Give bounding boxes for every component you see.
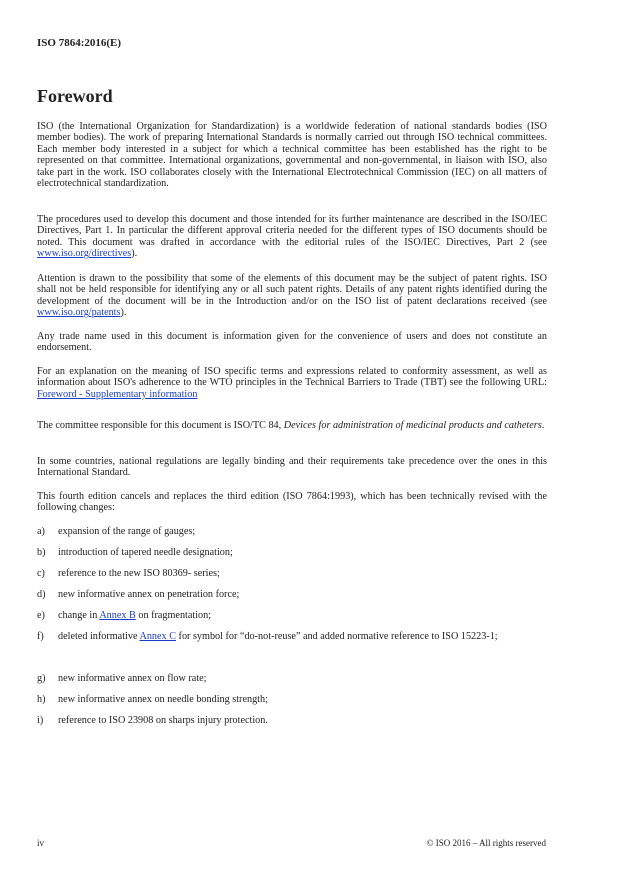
list-item-text: new informative annex on flow rate; xyxy=(58,673,207,684)
copyright-notice: © ISO 2016 – All rights reserved xyxy=(426,838,546,848)
paragraph-text: ). xyxy=(120,307,127,319)
page-number: iv xyxy=(37,838,45,848)
supplementary-info-link[interactable]: Foreword - Supplementary information xyxy=(37,388,198,400)
list-item xyxy=(37,589,547,600)
paragraph-committee xyxy=(37,420,547,431)
paragraph-text: The committee responsible for this document is ISO/TC 84, xyxy=(37,420,284,431)
list-item xyxy=(37,694,547,705)
list-item-text: new informative annex on needle bonding strength; xyxy=(58,694,268,705)
paragraph-procedures xyxy=(37,214,547,260)
paragraph-text: Attention is drawn to the possibility that some of the elements of this document may be the subject of patent rights. ISO shall not be held responsible for identifying any or all such patent rights. Details of any patent rights identified during the development of the document will be in the Introduction and/or on the ISO list of patent declarations received (see xyxy=(37,273,547,307)
page-title: Foreword xyxy=(37,86,113,106)
document-id-header: ISO 7864:2016(E) xyxy=(37,37,122,49)
list-item xyxy=(37,547,547,558)
list-item-text: change in xyxy=(58,610,100,621)
annex-link[interactable]: Annex B xyxy=(99,610,136,621)
list-item-label: g) xyxy=(37,673,46,684)
paragraph-text: This fourth edition cancels and replaces the third edition (ISO 7864:1993), which has been technically revised with the following changes: xyxy=(37,491,547,514)
paragraph-conformity xyxy=(37,366,547,400)
paragraph-text: Any trade name used in this document is information given for the convenience of users and does not constitute an endorsement. xyxy=(37,331,547,354)
paragraph-text: The procedures used to develop this document and those intended for its further maintenance are described in the ISO/IEC Directives, Part 1. In particular the different approval criteria needed for the different types of ISO documents should be noted. This document was drafted in accordance with the editorial rules of the ISO/IEC Directives, Part 2 (see xyxy=(37,214,547,248)
list-item-text xyxy=(58,610,547,621)
annex-link[interactable]: Annex C xyxy=(139,631,176,642)
paragraph-text: ). xyxy=(131,248,138,260)
list-item xyxy=(37,673,547,684)
list-item-label: f) xyxy=(37,631,44,642)
list-item-text: introduction of tapered needle designation; xyxy=(58,547,233,558)
list-item xyxy=(37,526,547,537)
paragraph-text: ISO (the International Organization for Standardization) is a worldwide federation of national standards bodies (ISO member bodies). The work of preparing International Standards is normally carried out through ISO technical committees. Each member body interested in a subject for which a technical committee has been established has the right to be represented on that committee. International organizations, governmental and non-governmental, in liaison with ISO, also take part in the work. ISO collaborates closely with the International Electrotechnical Commission (IEC) on all matters of electrotechnical standardization. xyxy=(37,121,547,190)
list-item-label: a) xyxy=(37,526,45,537)
list-item-text: on fragmentation; xyxy=(135,610,212,621)
list-item-text: deleted informative xyxy=(58,631,140,642)
list-item-label: d) xyxy=(37,589,46,600)
paragraph-regulations xyxy=(37,456,547,479)
paragraph-edition xyxy=(37,491,547,514)
list-item xyxy=(37,568,547,579)
directives-link[interactable]: www.iso.org/directives xyxy=(37,248,132,260)
paragraph-text: For an explanation on the meaning of ISO specific terms and expressions related to conformity assessment, as well as information about ISO's adherence to the WTO principles in the Technical Barriers to Trade (TBT) see the following URL: xyxy=(37,366,547,389)
list-item-label: h) xyxy=(37,694,46,705)
list-item-text: reference to ISO 23908 on sharps injury protection. xyxy=(58,715,268,726)
list-item-text: new informative annex on penetration force; xyxy=(58,589,240,600)
committee-title: Devices for administration of medicinal products and catheters xyxy=(283,420,542,431)
list-item xyxy=(37,715,547,726)
paragraph-about-iso xyxy=(37,121,547,189)
list-item-text xyxy=(58,631,547,642)
list-item-text: for symbol for “do-not-reuse” and added normative reference to ISO 15223-1; xyxy=(176,631,498,642)
list-item-label: c) xyxy=(37,568,45,579)
paragraph-trade-name xyxy=(37,331,547,354)
list-item xyxy=(37,610,547,621)
paragraph-text: . xyxy=(541,420,545,431)
list-item-label: i) xyxy=(37,715,44,726)
paragraph-patents xyxy=(37,273,547,319)
patents-link[interactable]: www.iso.org/patents xyxy=(37,307,121,319)
paragraph-text: In some countries, national regulations are legally binding and their requirements take precedence over the ones in this International Standard. xyxy=(37,456,547,479)
list-item-text: expansion of the range of gauges; xyxy=(58,526,196,537)
list-item xyxy=(37,631,547,642)
list-item-label: b) xyxy=(37,547,46,558)
list-item-label: e) xyxy=(37,610,45,621)
list-item-text: reference to the new ISO 80369- series; xyxy=(58,568,220,579)
